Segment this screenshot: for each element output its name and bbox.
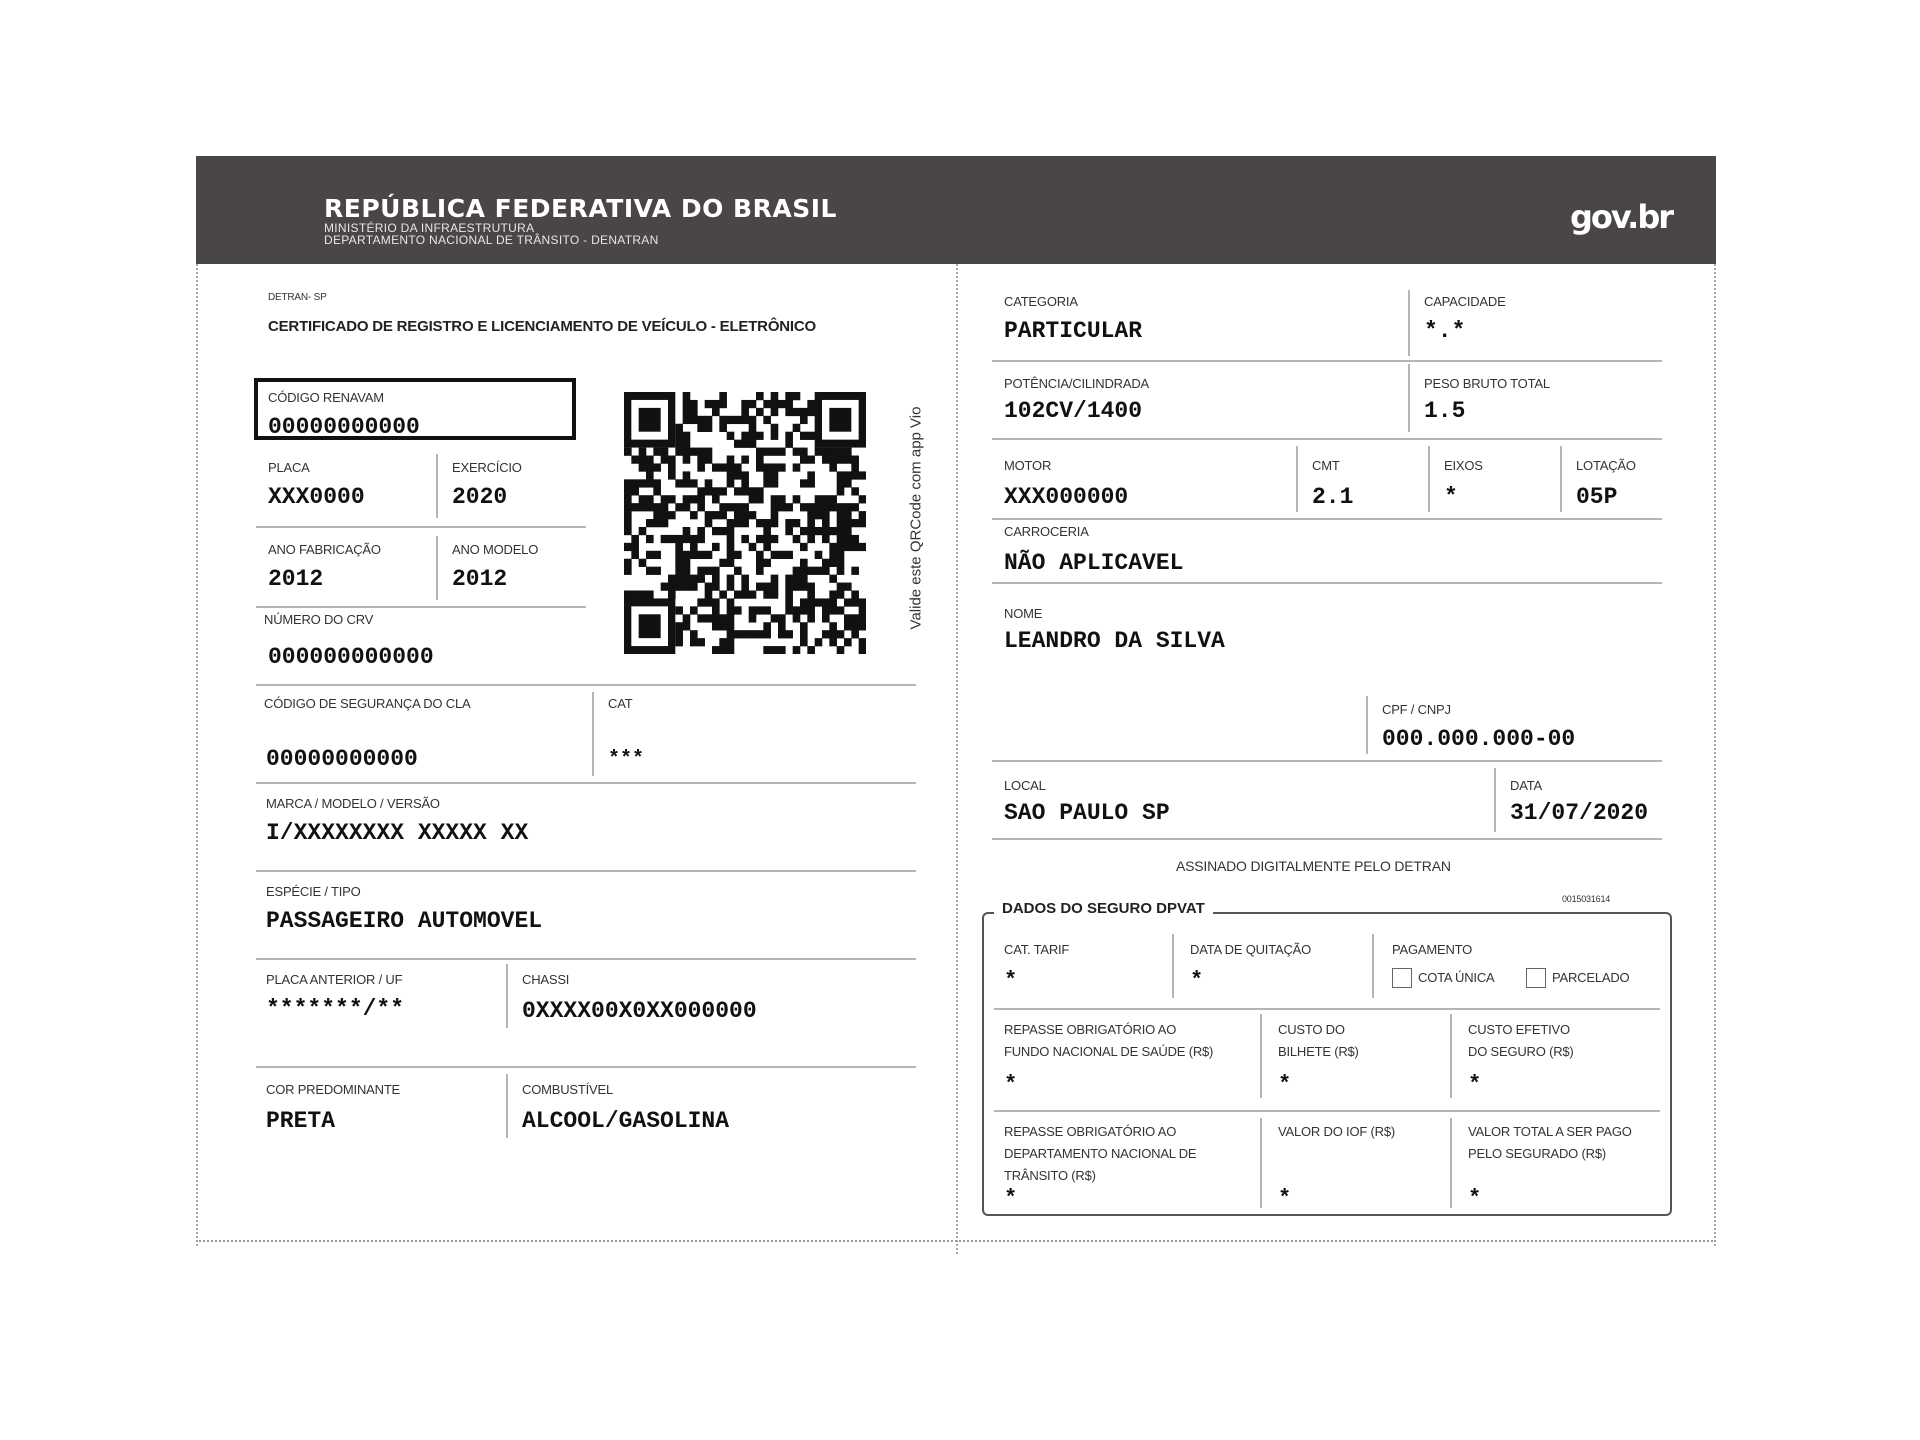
center-divider <box>956 264 958 1254</box>
renavam-label: CÓDIGO RENAVAM <box>268 390 384 405</box>
capacidade-label: CAPACIDADE <box>1424 294 1506 309</box>
cell-divider <box>1560 446 1562 512</box>
nome-value: LEANDRO DA SILVA <box>1004 628 1225 654</box>
cat-label: CAT <box>608 696 633 711</box>
cat-value: *** <box>608 748 645 771</box>
cmt-value: 2.1 <box>1312 484 1354 510</box>
cell-divider <box>436 536 438 600</box>
combustivel-label: COMBUSTÍVEL <box>522 1082 613 1097</box>
valor-iof-label: VALOR DO IOF (R$) <box>1278 1124 1395 1139</box>
qr-caption: Valide este QRCode com app Vio <box>907 406 925 630</box>
cor-label: COR PREDOMINANTE <box>266 1082 401 1097</box>
valor-total-label-2: PELO SEGURADO (R$) <box>1468 1146 1606 1161</box>
custo-efetivo-label-2: DO SEGURO (R$) <box>1468 1044 1574 1059</box>
signed-notice: ASSINADO DIGITALMENTE PELO DETRAN <box>1176 858 1451 874</box>
lotacao-label: LOTAÇÃO <box>1576 458 1636 473</box>
row-divider <box>994 1110 1660 1112</box>
cell-divider <box>592 692 594 776</box>
cell-divider <box>1428 446 1430 512</box>
header-ministry: MINISTÉRIO DA INFRAESTRUTURA <box>324 221 535 235</box>
header-department: DEPARTAMENTO NACIONAL DE TRÂNSITO - DENATRAN <box>324 233 659 247</box>
row-divider <box>256 606 586 608</box>
cell-divider <box>506 1074 508 1138</box>
cpf-value: 000.000.000-00 <box>1382 726 1576 752</box>
row-divider <box>256 958 916 960</box>
cell-divider <box>1296 446 1298 512</box>
cmt-label: CMT <box>1312 458 1340 473</box>
cell-divider <box>1260 1014 1262 1098</box>
categoria-value: PARTICULAR <box>1004 318 1143 344</box>
ano-modelo-value: 2012 <box>452 566 508 592</box>
especie-label: ESPÉCIE / TIPO <box>266 884 361 899</box>
marca-value: I/XXXXXXXX XXXXX XX <box>266 820 529 846</box>
carroceria-value: NÃO APLICAVEL <box>1004 550 1184 576</box>
parcelado-label: PARCELADO <box>1552 970 1630 985</box>
dpvat-title: DADOS DO SEGURO DPVAT <box>994 900 1213 917</box>
row-divider <box>992 838 1662 840</box>
cota-unica-checkbox[interactable] <box>1392 968 1412 988</box>
custo-efetivo-value: * <box>1468 1072 1482 1097</box>
ano-modelo-label: ANO MODELO <box>452 542 539 557</box>
carroceria-label: CARROCERIA <box>1004 524 1089 539</box>
placa-label: PLACA <box>268 460 310 475</box>
nome-label: NOME <box>1004 606 1043 621</box>
cell-divider <box>1494 768 1496 832</box>
cota-unica-label: COTA ÚNICA <box>1418 970 1495 985</box>
parcelado-checkbox[interactable] <box>1526 968 1546 988</box>
capacidade-value: *.* <box>1424 318 1466 344</box>
row-divider <box>994 1008 1660 1010</box>
repasse-fns-label-1: REPASSE OBRIGATÓRIO AO <box>1004 1022 1177 1037</box>
eixos-label: EIXOS <box>1444 458 1483 473</box>
cell-divider <box>436 454 438 518</box>
numero-crv-value: 000000000000 <box>268 644 434 670</box>
header-title: REPÚBLICA FEDERATIVA DO BRASIL <box>324 194 837 223</box>
especie-value: PASSAGEIRO AUTOMOVEL <box>266 908 543 934</box>
cell-divider <box>1172 934 1174 998</box>
row-divider <box>992 582 1662 584</box>
peso-value: 1.5 <box>1424 398 1466 424</box>
numero-crv-label: NÚMERO DO CRV <box>264 612 374 627</box>
custo-bilhete-label-2: BILHETE (R$) <box>1278 1044 1359 1059</box>
valor-total-value: * <box>1468 1186 1482 1211</box>
data-quitacao-label: DATA DE QUITAÇÃO <box>1190 942 1312 957</box>
cell-divider <box>1450 1118 1452 1208</box>
custo-efetivo-label-1: CUSTO EFETIVO <box>1468 1022 1570 1037</box>
exercicio-label: EXERCÍCIO <box>452 460 522 475</box>
cat-tarif-value: * <box>1004 968 1018 993</box>
motor-value: XXX000000 <box>1004 484 1129 510</box>
motor-label: MOTOR <box>1004 458 1052 473</box>
bottom-cut-line <box>196 1240 1716 1242</box>
detran-label: DETRAN- SP <box>268 292 327 303</box>
chassi-label: CHASSI <box>522 972 570 987</box>
lotacao-value: 05P <box>1576 484 1618 510</box>
row-divider <box>256 870 916 872</box>
repasse-fns-value: * <box>1004 1072 1018 1097</box>
codigo-seguranca-value: 00000000000 <box>266 746 418 772</box>
pagamento-label: PAGAMENTO <box>1392 942 1473 957</box>
cell-divider <box>1450 1014 1452 1098</box>
potencia-label: POTÊNCIA/CILINDRADA <box>1004 376 1150 391</box>
repasse-denatran-label-3: TRÂNSITO (R$) <box>1004 1168 1096 1183</box>
row-divider <box>256 684 916 686</box>
combustivel-value: ALCOOL/GASOLINA <box>522 1108 730 1134</box>
custo-bilhete-value: * <box>1278 1072 1292 1097</box>
ano-fabricacao-label: ANO FABRICAÇÃO <box>268 542 381 557</box>
cell-divider <box>1372 934 1374 998</box>
custo-bilhete-label-1: CUSTO DO <box>1278 1022 1345 1037</box>
row-divider <box>256 782 916 784</box>
marca-label: MARCA / MODELO / VERSÃO <box>266 796 440 811</box>
cell-divider <box>506 964 508 1028</box>
eixos-value: * <box>1444 484 1458 510</box>
document-title: CERTIFICADO DE REGISTRO E LICENCIAMENTO DE VEÍCULO - ELETRÔNICO <box>268 318 816 335</box>
local-value: SAO PAULO SP <box>1004 800 1170 826</box>
placa-anterior-label: PLACA ANTERIOR / UF <box>266 972 403 987</box>
ano-fabricacao-value: 2012 <box>268 566 324 592</box>
placa-value: XXX0000 <box>268 484 365 510</box>
cat-tarif-label: CAT. TARIF <box>1004 942 1070 957</box>
vehicle-certificate <box>196 156 1716 1246</box>
cor-value: PRETA <box>266 1108 336 1134</box>
row-divider <box>992 518 1662 520</box>
repasse-denatran-label-1: REPASSE OBRIGATÓRIO AO <box>1004 1124 1177 1139</box>
cpf-label: CPF / CNPJ <box>1382 702 1451 717</box>
chassi-value: 0XXXX00X0XX000000 <box>522 998 757 1024</box>
valor-total-label-1: VALOR TOTAL A SER PAGO <box>1468 1124 1632 1139</box>
repasse-denatran-label-2: DEPARTAMENTO NACIONAL DE <box>1004 1146 1197 1161</box>
govbr-logo: gov.br <box>1570 198 1672 236</box>
cell-divider <box>1408 364 1410 432</box>
codigo-seguranca-label: CÓDIGO DE SEGURANÇA DO CLA <box>264 696 471 711</box>
row-divider <box>256 526 586 528</box>
potencia-value: 102CV/1400 <box>1004 398 1143 424</box>
repasse-denatran-value: * <box>1004 1186 1018 1211</box>
placa-anterior-value: *******/** <box>266 996 405 1022</box>
row-divider <box>992 760 1662 762</box>
cell-divider <box>1366 696 1368 754</box>
peso-label: PESO BRUTO TOTAL <box>1424 376 1550 391</box>
exercicio-value: 2020 <box>452 484 508 510</box>
data-label: DATA <box>1510 778 1542 793</box>
cell-divider <box>1260 1118 1262 1208</box>
renavam-value: 00000000000 <box>268 414 420 440</box>
cell-divider <box>1408 290 1410 356</box>
valor-iof-value: * <box>1278 1186 1292 1211</box>
data-value: 31/07/2020 <box>1510 800 1649 826</box>
qr-code <box>624 392 866 654</box>
local-label: LOCAL <box>1004 778 1046 793</box>
data-quitacao-value: * <box>1190 968 1204 993</box>
repasse-fns-label-2: FUNDO NACIONAL DE SAÚDE (R$) <box>1004 1044 1214 1059</box>
row-divider <box>992 438 1662 440</box>
dpvat-serial: 0015031614 <box>1562 894 1611 904</box>
document-header <box>196 156 1716 264</box>
row-divider <box>992 360 1662 362</box>
row-divider <box>256 1066 916 1068</box>
categoria-label: CATEGORIA <box>1004 294 1078 309</box>
